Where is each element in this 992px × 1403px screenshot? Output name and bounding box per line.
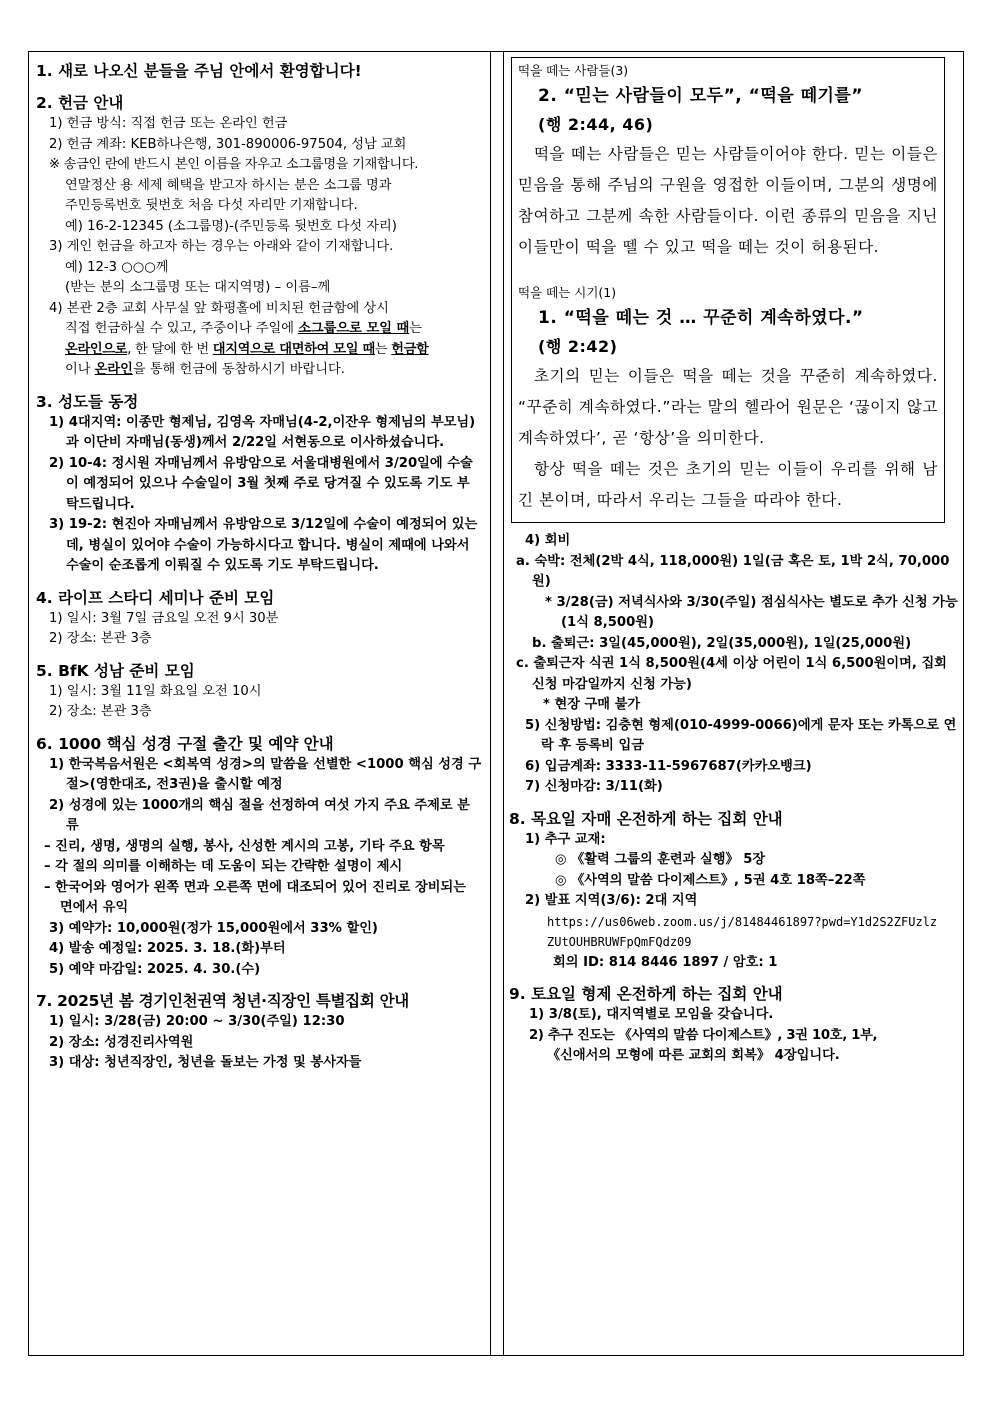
book-deadline: 5) 예약 마감일: 2025. 4. 30.(수) xyxy=(49,961,261,977)
section-2-title: 2. 헌금 안내 xyxy=(36,94,124,112)
zoom-link-line-2[interactable]: ZUtOUHBRUWFpQmFQdz09 xyxy=(547,935,692,949)
offering-box-4: 이나 온라인을 통해 헌금에 동참하시기 바랍니다. xyxy=(65,362,345,377)
book-dash-2: – 각 절의 의미를 이해하는 데 도움이 되는 간략한 설명이 제시 xyxy=(44,859,403,874)
left-column xyxy=(30,51,488,1074)
brothers-meeting: 1) 3/8(토), 대지역별로 모임을 갖습니다. xyxy=(529,1007,774,1022)
column-divider xyxy=(490,51,504,1356)
brothers-material: 2) 추구 진도는 《사역의 말씀 다이제스트》, 3권 10호, 1부, xyxy=(529,1027,878,1043)
fee-lodging: a. 숙박: 전체(2박 4식, 118,000원) 1일(금 혹은 토, 1박 2식, 70,000원) xyxy=(516,553,950,589)
offering-note-3: 주민등록번호 뒷번호 처음 다섯 자리만 기재합니다. xyxy=(65,198,358,213)
fee-title: 4) 회비 xyxy=(525,533,571,548)
box-caption-1: 떡을 떼는 사람들(3) xyxy=(518,63,629,78)
apply-deadline: 7) 신청마감: 3/11(화) xyxy=(525,779,663,794)
box-ref-2: (행 2:42) xyxy=(538,337,618,356)
offering-box-2: 직접 헌금하실 수 있고, 주중이나 주일에 소그룹으로 모일 때는 xyxy=(65,321,423,336)
bread-breaking-box xyxy=(511,57,945,523)
offering-account: 2) 헌금 계좌: KEB하나은행, 301-890006-97504, 성남 교회 xyxy=(49,136,407,152)
apply-method: 5) 신청방법: 김충현 형제(010-4999-0066)에게 문자 또는 카톡으로 연락 후 등록비 입금 xyxy=(525,717,957,753)
seminar-place: 2) 장소: 본관 3층 xyxy=(49,631,152,646)
box-paragraph-2: 초기의 믿는 이들은 떡을 떼는 것을 꾸준히 계속하였다. “꾸준히 계속하였다.”라는 말의 헬라어 원문은 ‘끊이지 않고 계속하였다’, 곧 ‘항상’을 의미한다. xyxy=(518,367,938,447)
offering-method: 1) 헌금 방식: 직접 헌금 또는 온라인 헌금 xyxy=(49,116,288,131)
box-heading-2: 1. “떡을 떼는 것 … 꾸준히 계속하였다.” xyxy=(538,308,864,328)
zoom-link-line-1[interactable]: https://us06web.zoom.us/j/81484461897?pwd=Y1d2S2ZFUzlz xyxy=(547,914,938,929)
sisters-book-1: ◎ 《활력 그룹의 훈련과 실행》 5장 xyxy=(555,852,766,867)
box-heading-1: 2. “믿는 사람들이 모두”, “떡을 떼기를” xyxy=(538,86,864,106)
offering-note: ※ 송금인 란에 반드시 본인 이름을 자우고 소그룹명을 기재합니다. xyxy=(49,157,419,172)
offering-box-3: 온라인으로, 한 달에 한 번 대지역으로 대면하여 모일 때는 헌금함 xyxy=(65,341,429,357)
brothers-material-2: 《신애서의 모형에 따른 교회의 회복》 4장입니다. xyxy=(547,1048,840,1063)
box-paragraph-1: 떡을 떼는 사람들은 믿는 사람들이어야 한다. 믿는 이들은 믿음을 통해 주님의 구원을 영접한 이들이며, 그분의 생명에 참여하고 그분께 속한 사람들이다. 이런 종류의 믿음을 지닌 이들만이 떡을 뗄 수 있고 떡을 떼는 것이 허용된다. xyxy=(518,145,938,256)
sisters-book-2: ◎ 《사역의 말씀 다이제스트》, 5권 4호 18쪽–22쪽 xyxy=(555,872,866,888)
news-item-1: 1) 4대지역: 이종만 형제님, 김영옥 자매님(4-2,이잔우 형제님의 부모님)과 이단비 자매님(동생)께서 2/22일 서현동으로 이사하셨습니다. xyxy=(49,414,476,450)
seminar-time: 1) 일시: 3월 7일 금요일 오전 9시 30분 xyxy=(49,610,279,626)
section-8-title: 8. 목요일 자매 온전하게 하는 집회 안내 xyxy=(509,809,783,828)
book-item-2: 2) 성경에 있는 1000개의 핵심 절을 선정하여 여섯 가지 주요 주제로 분류 xyxy=(49,797,470,833)
section-4-title: 4. 라이프 스타디 세미나 준비 모임 xyxy=(36,588,275,607)
fee-commute: b. 출퇴근: 3일(45,000원), 2일(35,000원), 1일(25,000원) xyxy=(532,635,912,651)
book-dash-1: – 진리, 생명, 생명의 실행, 봉사, 신성한 계시의 고봉, 기타 주요 항목 xyxy=(44,838,445,854)
bfk-place: 2) 장소: 본관 3층 xyxy=(49,704,152,719)
zoom-meeting-id: 회의 ID: 814 8446 1897 / 암호: 1 xyxy=(553,954,778,970)
conference-target: 3) 대상: 청년직장인, 청년을 돌보는 가정 및 봉사자들 xyxy=(49,1055,362,1070)
sisters-material: 1) 추구 교재: xyxy=(525,831,606,847)
section-5-title: 5. BfK 성남 준비 모임 xyxy=(36,661,195,680)
box-caption-2: 떡을 떼는 시기(1) xyxy=(518,285,617,300)
right-column xyxy=(506,51,962,1067)
section-3-title: 3. 성도들 동정 xyxy=(36,392,139,411)
offering-example-1: 예) 16-2-12345 (소그룹명)-(주민등록 뒷번호 다섯 자리) xyxy=(65,218,397,234)
section-6-title: 6. 1000 핵심 성경 구절 출간 및 예약 안내 xyxy=(36,734,334,753)
bfk-time: 1) 일시: 3월 11일 화요일 오전 10시 xyxy=(49,683,262,699)
news-item-2: 2) 10-4: 정시원 자매님께서 유방암으로 서울대병원에서 3/20일에 수술이 예정되어 있으나 수술일이 3월 첫째 주로 당겨질 수 있도록 기도 부탁드립니다. xyxy=(49,455,473,512)
book-item-1: 1) 한국복음서원은 <회복역 성경>의 말씀을 선별한 <1000 핵심 성경 구절>(영한대조, 전3권)을 출시할 예정 xyxy=(49,756,482,792)
section-7-title: 7. 2025년 봄 경기인천권역 청년·직장인 특별집회 안내 xyxy=(36,992,409,1010)
conference-time: 1) 일시: 3/28(금) 20:00 ~ 3/30(주일) 12:30 xyxy=(49,1014,345,1029)
section-9-title: 9. 토요일 형제 온전하게 하는 집회 안내 xyxy=(509,985,783,1003)
fee-lodging-note: * 3/28(금) 저녁식사와 3/30(주일) 점심식사는 별도로 추가 신청 가능(1식 8,500원) xyxy=(545,594,958,630)
book-dash-3: – 한국어와 영어가 왼쪽 면과 오른쪽 면에 대조되어 있어 진리로 장비되는 면에서 유익 xyxy=(44,879,466,915)
book-ship-date: 4) 발송 예정일: 2025. 3. 18.(화)부터 xyxy=(49,941,286,956)
offering-note-2: 연말정산 용 세제 혜택을 받고자 하시는 분은 소그룹 명과 xyxy=(65,177,392,193)
section-1-title: 1. 새로 나오신 분들을 주님 안에서 환영합니다! xyxy=(36,62,362,80)
offering-personal: 3) 게인 헌금을 하고자 하는 경우는 아래와 같이 기재합니다. xyxy=(49,239,394,254)
fee-meal: c. 출퇴근자 식권 1식 8,500원(4세 이상 어린이 1식 6,500원이며, 집회 신청 마감일까지 신청 가능) xyxy=(516,656,947,692)
offering-example-3: (받는 분의 소그룹명 또는 대지역명) – 이름–께 xyxy=(65,280,331,295)
box-paragraph-3: 항상 떡을 떼는 것은 초기의 믿는 이들이 우리를 위해 남긴 본이며, 따라서 우리는 그들을 따라야 한다. xyxy=(518,460,938,509)
apply-account: 6) 입금계좌: 3333-11-5967687(카카오뱅크) xyxy=(525,758,812,774)
offering-box: 4) 본관 2층 교회 사무실 앞 화평홀에 비치된 헌금함에 상시 xyxy=(49,300,389,316)
box-ref-1: (행 2:44, 46) xyxy=(538,115,654,134)
sisters-region: 2) 발표 지역(3/6): 2대 지역 xyxy=(525,893,698,908)
news-item-3: 3) 19-2: 현진아 자매님께서 유방암으로 3/12일에 수술이 예정되어 있는데, 병실이 있어야 수술이 가능하시다고 합니다. 병실이 제때에 나와서 수술이 순조롭게 이뤄질 수 있도록 기도 부탁드립니다. xyxy=(49,517,478,573)
offering-example-2: 예) 12-3 ○○○께 xyxy=(65,259,169,275)
book-price: 3) 예약가: 10,000원(정가 15,000원에서 33% 할인) xyxy=(49,920,378,936)
fee-meal-note: * 현장 구매 불가 xyxy=(543,697,641,712)
conference-place: 2) 장소: 성경진리사역원 xyxy=(49,1034,194,1050)
